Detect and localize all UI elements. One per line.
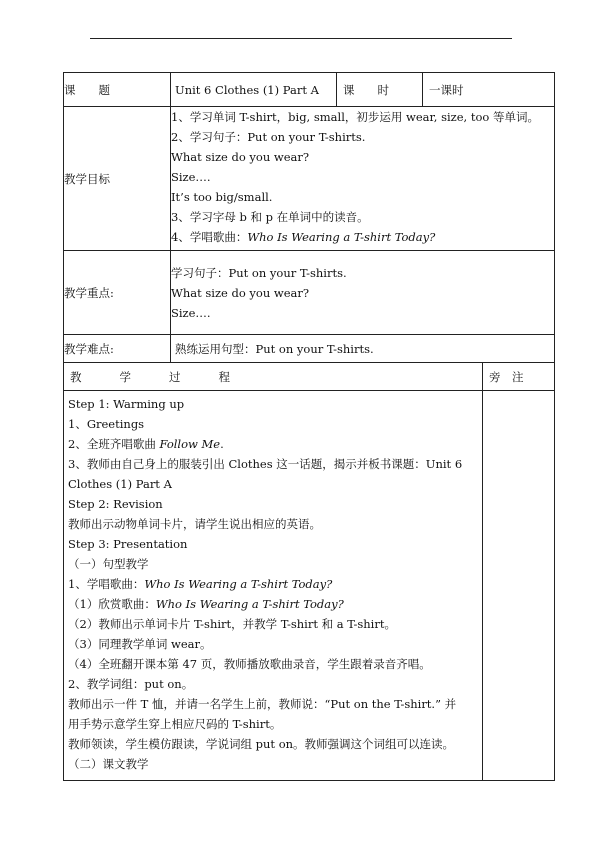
process-line: 1、学唱歌曲：Who Is Wearing a T-shirt Today? (68, 577, 333, 591)
process-line: Step 1: Warming up (68, 397, 185, 411)
objective-line: 1、学习单词 T-shirt，big, small，初步运用 wear, size, too 等单词。 (171, 110, 539, 124)
notes-label: 旁 注 (483, 363, 555, 391)
course-label: 课 题 (64, 73, 171, 107)
process-line: 3、教师由自己身上的服装引出 Clothes 这一话题，揭示并板书课题：Unit 6 (68, 457, 463, 471)
song-prefix: 4、学唱歌曲： (171, 230, 248, 244)
difficulties-label: 教学难点: (64, 335, 171, 363)
time-label: 课 时 (337, 73, 423, 107)
process-line: 2、教学词组：put on。 (68, 677, 194, 691)
process-line: 2、全班齐唱歌曲 Follow Me. (68, 437, 224, 451)
objective-line: It’s too big/small. (171, 190, 273, 204)
process-body-row (64, 391, 555, 781)
process-line: 用手势示意学生穿上相应尺码的 T-shirt。 (68, 717, 282, 731)
process-heading (64, 363, 483, 391)
key-points-row (64, 251, 555, 335)
objectives-content (171, 107, 555, 251)
lesson-plan-table (63, 72, 555, 781)
key-points-content (171, 251, 555, 335)
difficulties-row (64, 335, 555, 363)
process-heading-char: 程 (218, 369, 230, 384)
objective-line: What size do you wear? (171, 150, 310, 164)
objective-song-line (171, 227, 554, 247)
process-line: Step 2: Revision (68, 497, 163, 511)
process-line: （一）句型教学 (68, 557, 149, 571)
key-point-line: What size do you wear? (171, 285, 310, 300)
header-row (64, 73, 555, 107)
key-points-label: 教学重点: (64, 251, 171, 335)
course-title: Unit 6 Clothes (1) Part A (171, 73, 337, 107)
process-heading-char: 教 (70, 369, 82, 384)
song-title: Who Is Wearing a T-shirt Today? (247, 230, 436, 244)
objectives-label: 教学目标 (64, 107, 171, 251)
process-line: 教师出示动物单词卡片，请学生说出相应的英语。 (68, 517, 321, 531)
notes-column (483, 391, 555, 781)
process-line: （4）全班翻开课本第 47 页，教师播放歌曲录音，学生跟着录音齐唱。 (68, 657, 431, 671)
process-content (64, 391, 483, 781)
key-point-line: 学习句子：Put on your T-shirts. (171, 265, 347, 280)
process-line: Clothes (1) Part A (68, 477, 172, 491)
time-value: 一课时 (423, 73, 555, 107)
process-header-row (64, 363, 555, 391)
objective-line: 3、学习字母 b 和 p 在单词中的读音。 (171, 210, 369, 224)
key-point-line: Size…. (171, 305, 211, 320)
objective-line: Size…. (171, 170, 211, 184)
process-line: （1）欣赏歌曲：Who Is Wearing a T-shirt Today? (68, 597, 344, 611)
process-line: 教师领读，学生模仿跟读，学说词组 put on。教师强调这个词组可以连读。 (68, 737, 455, 751)
process-line: Step 3: Presentation (68, 537, 188, 551)
objectives-row (64, 107, 555, 251)
process-line: （二）课文教学 (68, 757, 149, 771)
header-rule (90, 38, 512, 39)
process-line: （2）教师出示单词卡片 T-shirt，并教学 T-shirt 和 a T-shirt。 (68, 617, 396, 631)
objective-line: 2、学习句子：Put on your T-shirts. (171, 130, 366, 144)
process-line: （3）同理教学单词 wear。 (68, 637, 212, 651)
difficulties-text: 熟练运用句型：Put on your T-shirts. (171, 335, 555, 363)
process-heading-char: 学 (119, 369, 131, 384)
process-heading-char: 过 (169, 369, 181, 384)
process-line: 教师出示一件 T 恤，并请一名学生上前，教师说：“Put on the T-shirt.” 并 (68, 697, 457, 711)
process-line: 1、Greetings (68, 417, 145, 431)
